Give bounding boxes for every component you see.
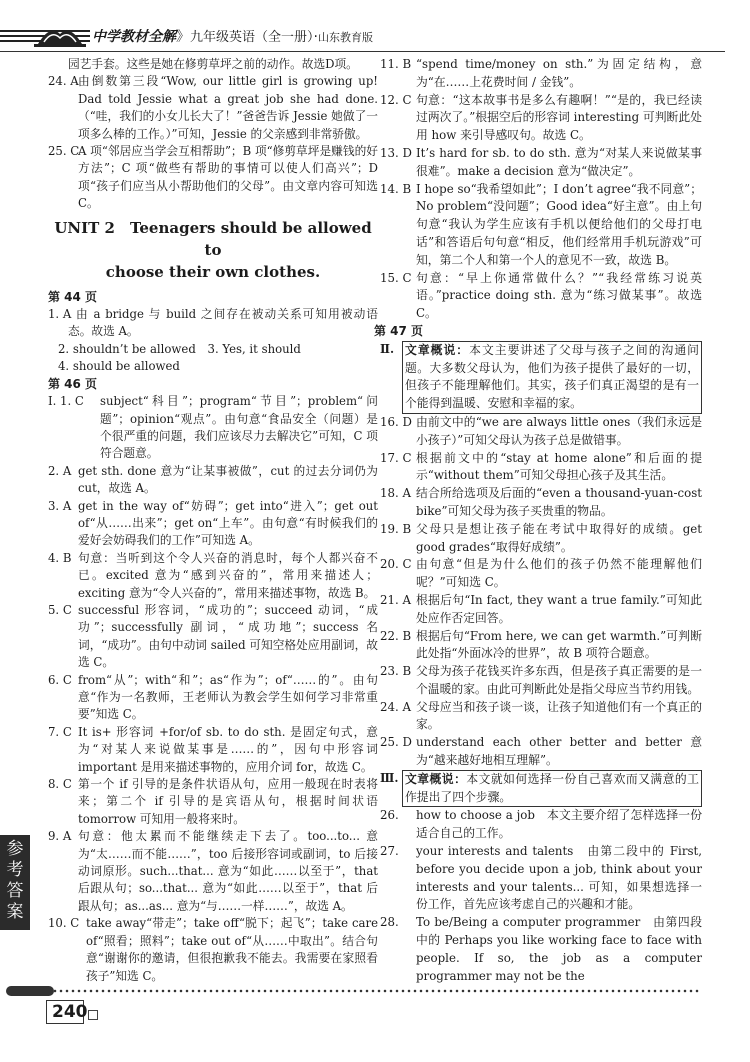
item-number: 7. C (48, 724, 72, 739)
summary-box (402, 341, 702, 414)
item-text: get sth. done 意为“让某事被做”，cut 的过去分词仍为 cut，故选 A。 (78, 463, 378, 496)
item-number: 25. C (48, 144, 80, 159)
item-number: 23. B (380, 664, 412, 679)
answer-item-47-23 (380, 663, 702, 699)
item-number: 6. C (48, 672, 72, 687)
answer-item-47-27 (380, 843, 702, 914)
item-number: 9. A (48, 829, 72, 844)
item-number: 13. D (380, 145, 412, 160)
summary-box (402, 770, 702, 808)
item-number: Ⅰ. 1. C (48, 394, 84, 409)
unit-heading-line-1: UNIT 2 Teenagers should be allowed to (54, 218, 372, 259)
unit-heading (48, 217, 378, 283)
item-text: 句意：“这本故事书是多么有趣啊！”“是的，我已经读过两次了。”根据空后的形容词 interesting 可判断此处用 how 来引导感叹句。故选 C。 (416, 92, 702, 143)
item-text: 由句意“但是为什么他们的孩子仍然不能理解他们呢？”可知选 C。 (416, 557, 702, 590)
answer-item-47-26 (380, 807, 702, 843)
item-text: It is+ 形容词 +for/of sb. to do sth. 是固定句式，意为“对某人来说做某事是……的”，因句中形容词 important 是用来描述事物的，应用介词 for，故选 C。 (78, 724, 378, 774)
item-number: 10. C (48, 916, 80, 931)
answer-item-46-10 (48, 915, 378, 985)
answer-item-46-1 (48, 393, 378, 463)
item-number: 15. C (380, 270, 412, 285)
item-number: 1. A (48, 307, 72, 322)
answer-continuation: 园艺手套。这些是她在修剪草坪之前的动作。故选D项。 (68, 57, 358, 71)
footer-bar (6, 986, 54, 996)
side-tab-char: 案 (6, 902, 24, 922)
item-number: 3. A (48, 498, 72, 513)
item-number: 5. C (48, 602, 72, 617)
answer-item-46-3 (48, 498, 378, 550)
item-number: 27. (380, 844, 399, 859)
answer-item-44-2-3: 2. shouldn’t be allowed 3. Yes, it should (58, 341, 301, 356)
answer-item-46-8 (48, 776, 378, 828)
answer-item-46-11 (380, 56, 702, 92)
answer-item-47-16 (380, 414, 702, 450)
answer-item-46-13 (380, 145, 702, 181)
item-text: how to choose a job 本文主要介绍了怎样选择一份适合自己的工作。 (416, 808, 702, 841)
item-text: 由 a bridge 与 build 之间存在被动关系可知用被动语态。故选 A。 (68, 307, 378, 339)
item-number: 24. A (48, 74, 79, 89)
answer-item-25 (48, 143, 378, 213)
section-number: Ⅲ. (380, 770, 399, 785)
item-text: 句意：他太累而不能继续走下去了。too...to... 意为“太……而不能……”，too 后接形容词或副词，to 后接动词原形。such...that... 意为“如此……以至于”，that 后跟从句；so...that... 意为“如此……以至于”，that 后跟从句；as...as... 意为“与……一样……”，故选 A。 (78, 829, 378, 913)
unit-heading-line-2: choose their own clothes. (105, 262, 321, 281)
answer-item-47-28 (380, 914, 702, 985)
item-text: 结合所给选项及后面的“even a thousand-yuan-cost bike”可知父母为孩子买贵重的物品。 (416, 486, 702, 518)
item-text: To be/Being a computer programmer 由第四段中的 Perhaps you like working face to face with people. If so, the job as a computer programmer may not be the (416, 915, 702, 983)
item-number: 17. C (380, 450, 412, 465)
item-text: I hope so“我希望如此”；I don’t agree“我不同意”；No problem“没问题”；Good idea“好主意”。由上句句意“我认为学生应该有手机以便给他们的父母打电话”和答语后句句意“相反，他们经常用手机玩游戏”可知，第二个人和第一个人的意见不一致，故选 B。 (416, 181, 702, 267)
answer-item-46-9 (48, 828, 378, 915)
answer-item-44-4: 4. should be allowed (58, 359, 180, 374)
answer-item-47-19 (380, 521, 702, 557)
publisher-name: 山东教育版 (317, 31, 373, 44)
series-name: 中学教材全解 (92, 29, 176, 45)
item-number: 20. C (380, 557, 412, 572)
summary-label: 文章概说： (405, 771, 467, 786)
section-number: Ⅱ. (380, 341, 395, 356)
header-title (92, 27, 373, 48)
side-tab-char: 考 (6, 860, 24, 880)
item-number: 22. B (380, 628, 412, 643)
item-text: get in the way of“妨碍”；get into“进入”；get out of“从……出来”；get on“上车”。由句意“有时候我们的爱好会妨碍我们的工作”可知选 A。 (78, 498, 378, 548)
item-text: 父母为孩子花钱买许多东西，但是孩子真正需要的是一个温暖的家。由此可判断此处是指父母应当节约用钱。 (416, 664, 702, 696)
header-rule (0, 51, 725, 52)
item-text: 父母只是想让孩子能在考试中取得好的成绩。get good grades“取得好成绩”。 (416, 521, 702, 554)
item-text: take away“带走”；take off“脱下；起飞”；take care of“照看；照料”；take out of“从……中取出”。结合句意“谢谢你的邀请，但很抱歉我不能去。我需要在家照看孩子”知选 C。 (86, 916, 378, 983)
item-text: 句意：当听到这个令人兴奋的消息时，每个人都兴奋不已。excited 意为“感到兴奋的”，常用来描述人；exciting 意为“令人兴奋的”，常用来描述事物，故选 B。 (78, 550, 378, 600)
item-number: 14. B (380, 181, 412, 196)
item-text: understand each other better and better 意为“越来越好地相互理解”。 (416, 735, 702, 768)
item-number: 26. (380, 808, 399, 823)
item-text: It’s hard for sb. to do sth. 意为“对某人来说做某事很难”。make a decision 意为“做决定”。 (416, 145, 702, 178)
left-column (48, 56, 378, 985)
item-number: 16. D (380, 414, 412, 429)
item-text: 第一个 if 引导的是条件状语从句，应用一般现在时表将来；第二个 if 引导的是宾语从句，根据时间状语 tomorrow 可知用一般将来时。 (78, 777, 378, 826)
answer-item-47-20 (380, 556, 702, 592)
answer-item-46-12 (380, 92, 702, 145)
item-number: 25. D (380, 735, 412, 750)
answer-item-44-1 (48, 306, 378, 341)
page-ref-46: 第 46 页 (48, 376, 98, 391)
page-ref-44: 第 44 页 (48, 289, 98, 304)
item-number: 4. B (48, 550, 72, 565)
item-number: 19. B (380, 521, 412, 536)
item-number: 24. A (380, 699, 412, 714)
page-number: 240 (52, 1002, 88, 1022)
page-header (0, 0, 750, 58)
answer-item-47-21 (380, 592, 702, 628)
section-2-summary (380, 341, 702, 414)
item-text: 根据前文中的“stay at home alone”和后面的提示“without them”可知父母担心孩子及其生活。 (416, 450, 702, 483)
answer-item-47-18 (380, 485, 702, 521)
item-number: 21. A (380, 592, 412, 607)
item-text: 父母应当和孩子谈一谈，让孩子知道他们有一个真正的家。 (416, 699, 702, 732)
footer-dotted-rule (10, 988, 700, 994)
book-subtitle: 九年级英语（全一册） (190, 30, 314, 45)
item-number: 28. (380, 915, 399, 930)
summary-label: 文章概说： (405, 342, 470, 357)
item-number: 2. A (48, 463, 72, 478)
item-text: subject“科目”；program“节目”；problem“问题”；opinion“观点”。由句意“食品安全（问题）是个很严重的问题，我们应该尽力去解决它”可知，C 项符合题意。 (100, 394, 378, 461)
page-ref-47: 第 47 页 (374, 323, 424, 338)
side-tab-char: 参 (6, 839, 24, 859)
footer-square-icon (88, 1010, 98, 1020)
summary-text: 本文就如何选择一份自己喜欢而又满意的工作提出了四个步骤。 (405, 771, 699, 804)
answer-item-47-24 (380, 699, 702, 735)
summary-text: 本文主要讲述了父母与孩子之间的沟通问题。大多数父母认为，他们为孩子提供了最好的一切，但孩子不能理解他们。其实，孩子们真正渴望的是有一个能得到温暖、安慰和幸福的家。 (405, 342, 699, 411)
item-text: from“从”；with“和”；as“作为”；of“……的”。由句意“作为一名教师，王老师认为教会学生如何学习非常重要”知选 C。 (78, 672, 378, 722)
item-text: 根据后句“In fact, they want a true family.”可知此处应作否定回答。 (416, 592, 702, 625)
item-text: your interests and talents 由第二段中的 First, before you decide upon a job, think about your interests and your talents... 可知，如果想选择一份工作，首先应该考虑自己的兴趣和才能。 (416, 844, 702, 912)
answer-item-46-14 (380, 181, 702, 270)
answer-item-46-6 (48, 672, 378, 724)
header-dot: · (313, 29, 318, 45)
book-logo-icon (30, 20, 90, 50)
item-text: “spend time/money on sth.”为固定结构，意为“在……上花费时间 / 金钱”。 (416, 57, 702, 89)
item-text: 句意：“早上你通常做什么？”“我经常练习说英语。”practice doing sth. 意为“练习做某事”。故选 C。 (416, 270, 702, 321)
item-number: 18. A (380, 486, 412, 501)
page-footer (0, 988, 750, 1062)
answer-item-46-5 (48, 602, 378, 672)
answer-item-46-4 (48, 550, 378, 602)
answer-item-47-22 (380, 628, 702, 664)
answer-item-46-15 (380, 270, 702, 323)
item-number: 11. B (380, 57, 412, 71)
answer-item-46-7 (48, 724, 378, 776)
answer-item-47-25 (380, 734, 702, 770)
item-text: 由前文中的“we are always little ones（我们永远是小孩子）”可知父母认为孩子总是做错事。 (416, 414, 702, 447)
item-text: successful 形容词，“成功的”；succeed 动词，“成功”；successfully 副词，“成功地”；success 名词，“成功”。由句中动词 sailed 可知空格处应用副词，故选 C。 (78, 602, 378, 670)
item-text: 根据后句“From here, we can get warmth.”可判断此处指“外面冰冷的世界”，故 B 项符合题意。 (416, 628, 702, 661)
answer-item-46-2 (48, 463, 378, 498)
item-number: 8. C (48, 777, 72, 792)
header-separator: 》 (176, 29, 190, 45)
section-3-summary (380, 770, 702, 808)
item-text: 由倒数第三段“Wow, our little girl is growing up! Dad told Jessie what a great job she had done.（“哇，我们的小女儿长大了！”爸爸告诉 Jessie 她做了一项多么棒的工作。）”可知，Jessie 的父亲感到非常骄傲。 (78, 74, 378, 141)
item-number: 12. C (380, 92, 412, 107)
answer-item-24 (48, 73, 378, 143)
item-text: A 项“邻居应当学会互相帮助”；B 项“修剪草坪是赚钱的好方法”；C 项“做些有帮助的事情可以使人们高兴”；D 项“孩子们应当从小帮助他们的父母”。由文章内容可知选 C。 (78, 144, 378, 211)
answer-item-47-17 (380, 450, 702, 486)
side-tab-char: 答 (6, 881, 24, 901)
right-column (374, 56, 702, 985)
answer-key-side-tab (0, 835, 30, 930)
